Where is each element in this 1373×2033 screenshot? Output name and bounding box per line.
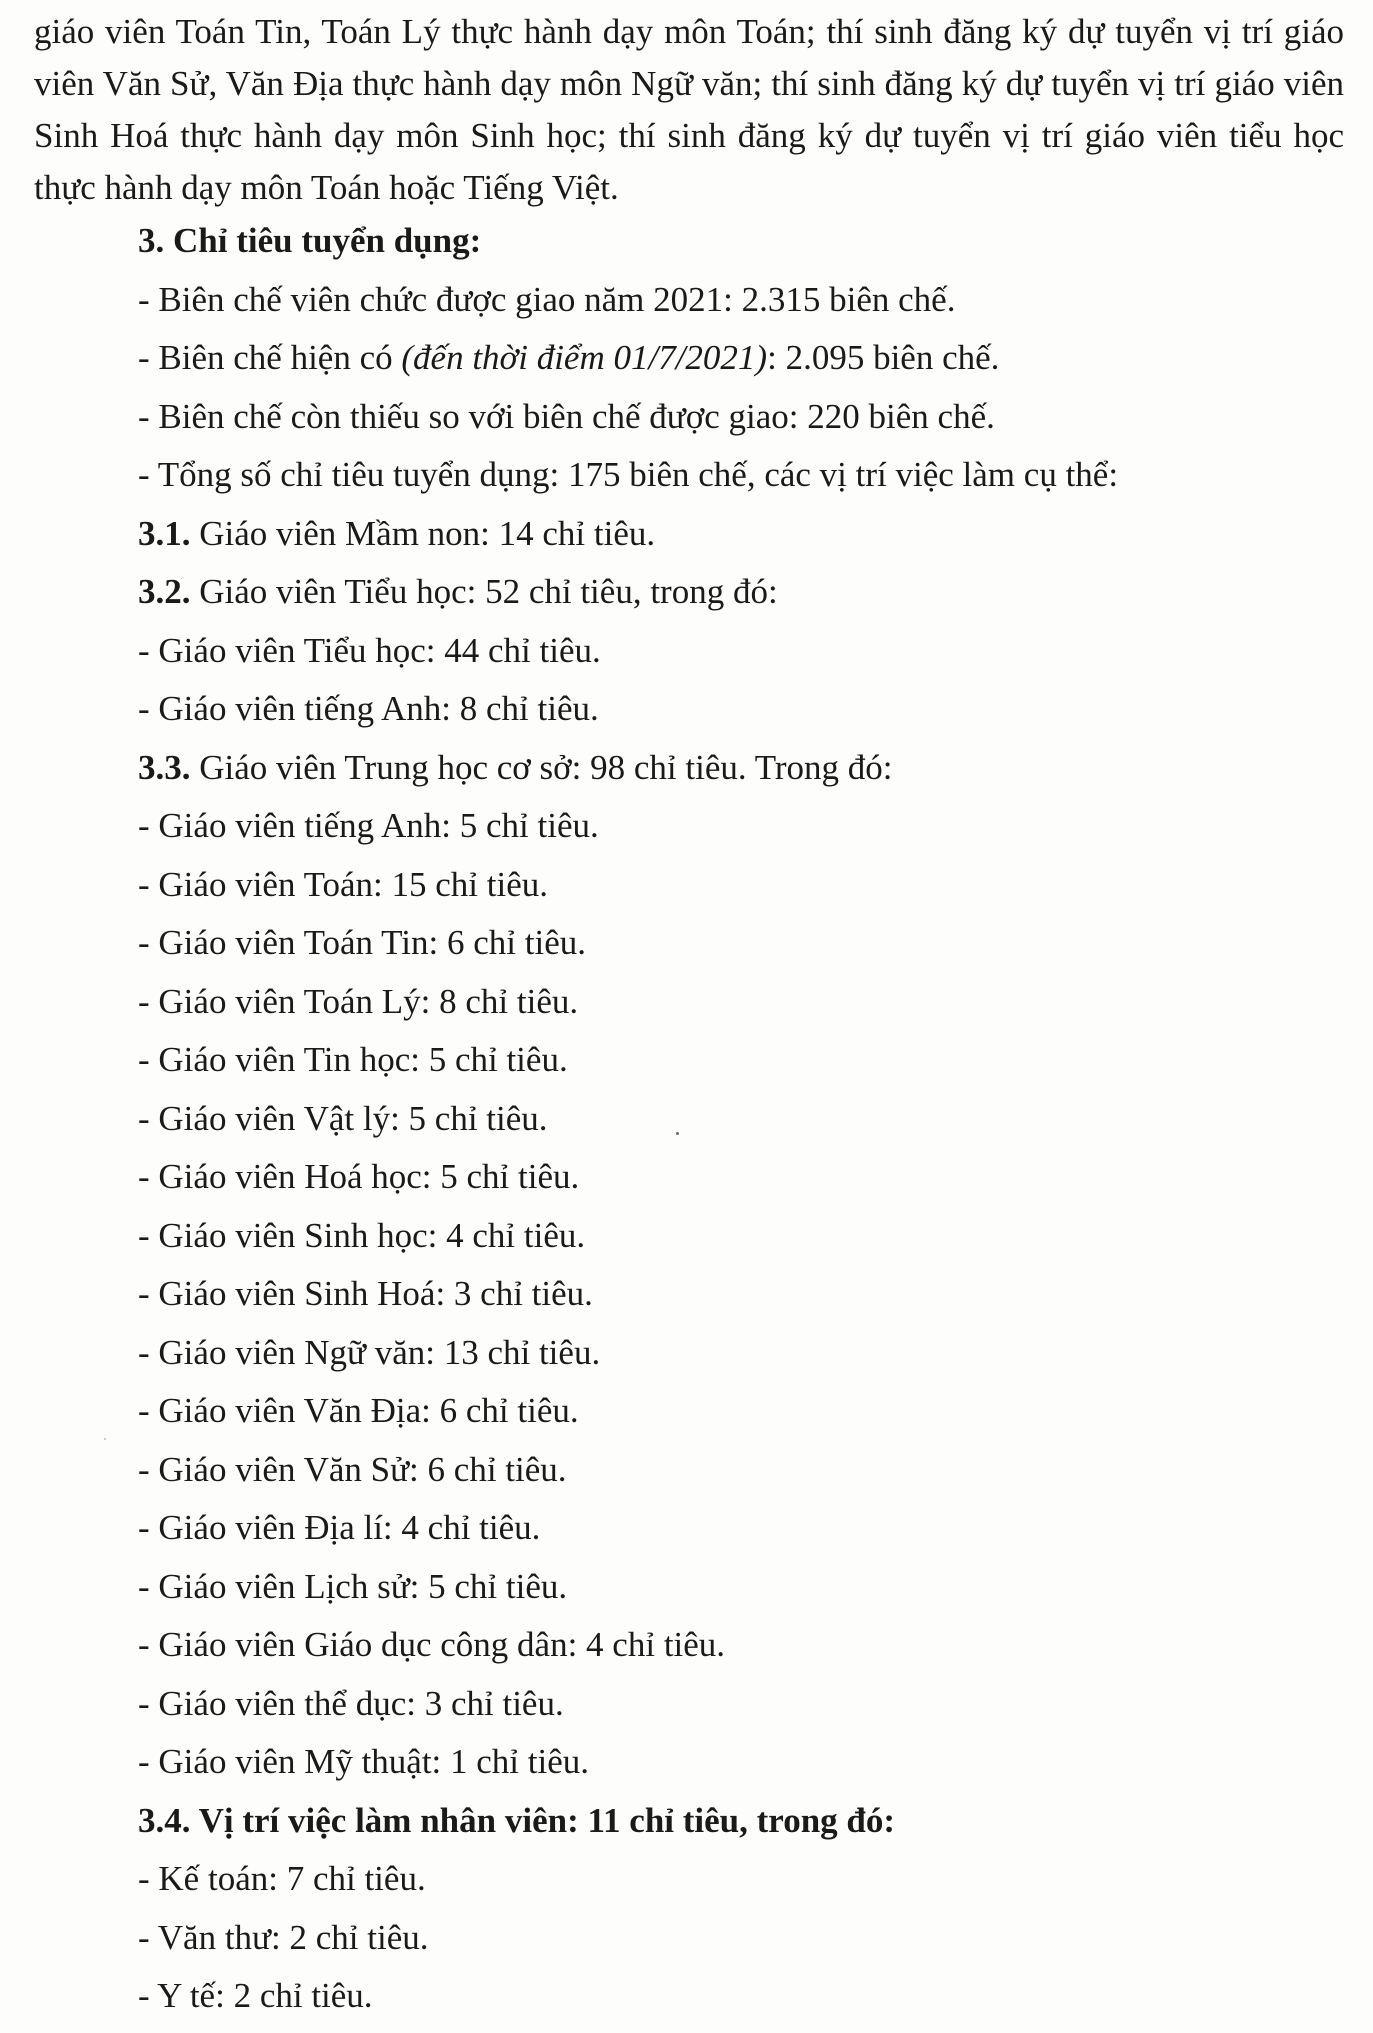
section-3-1-number: 3.1. (138, 513, 191, 553)
section-3-1-text: Giáo viên Mầm non: 14 chỉ tiêu. (190, 513, 656, 553)
list-item: - Giáo viên thể dục: 3 chỉ tiêu. (138, 1683, 564, 1723)
list-item: - Giáo viên Văn Địa: 6 chỉ tiêu. (138, 1391, 579, 1430)
list-item: - Giáo viên Sinh Hoá: 3 chỉ tiêu. (138, 1274, 593, 1313)
list-item: - Y tế: 2 chỉ tiêu. (138, 1976, 373, 2015)
section-3-1-line (138, 505, 1338, 564)
list-item: - Giáo viên tiếng Anh: 5 chỉ tiêu. (138, 806, 599, 845)
list-item: - Giáo viên Hoá học: 5 chỉ tiêu. (138, 1157, 580, 1196)
section-3-3-text: Giáo viên Trung học cơ sở: 98 chỉ tiêu. Trong đó: (190, 747, 893, 787)
list-item: - Giáo viên Giáo dục công dân: 4 chỉ tiêu. (138, 1625, 726, 1664)
list-item: - Giáo viên Địa lí: 4 chỉ tiêu. (138, 1508, 541, 1547)
current-staff-suffix: : 2.095 biên chế. (767, 338, 1000, 377)
section-3-4-heading: 3.4. Vị trí việc làm nhân viên: 11 chỉ tiêu, trong đó: (138, 1800, 896, 1840)
list-item: - Giáo viên tiếng Anh: 8 chỉ tiêu. (138, 689, 599, 728)
list-item: - Văn thư: 2 chỉ tiêu. (138, 1917, 429, 1957)
list-item: - Giáo viên Sinh học: 4 chỉ tiêu. (138, 1215, 586, 1255)
recruitment-quota-section (138, 212, 1338, 2026)
section-3-3-line (138, 739, 1338, 798)
list-item: - Giáo viên Toán: 15 chỉ tiêu. (138, 864, 549, 904)
total-quota-line: - Tổng số chỉ tiêu tuyển dụng: 175 biên chế, các vị trí việc làm cụ thể: (138, 455, 1119, 494)
list-item: - Giáo viên Vật lý: 5 chỉ tiêu. (138, 1098, 548, 1138)
current-staff-prefix: - Biên chế hiện có (138, 338, 402, 377)
current-staff-date-note: (đến thời điểm 01/7/2021) (401, 338, 768, 377)
list-item: - Giáo viên Ngữ văn: 13 chỉ tiêu. (138, 1332, 601, 1372)
list-item: - Giáo viên Toán Lý: 8 chỉ tiêu. (138, 981, 579, 1021)
section-3-2-line (138, 563, 1338, 622)
scan-speck (104, 1438, 106, 1440)
section-3-2-text: Giáo viên Tiểu học: 52 chỉ tiêu, trong đó: (190, 572, 778, 611)
list-item: - Giáo viên Mỹ thuật: 1 chỉ tiêu. (138, 1742, 590, 1781)
assigned-staff-line: - Biên chế viên chức được giao năm 2021: 2.315 biên chế. (138, 279, 956, 319)
section-3-heading: 3. Chỉ tiêu tuyển dụng: (138, 221, 482, 260)
list-item: - Giáo viên Văn Sử: 6 chỉ tiêu. (138, 1449, 567, 1489)
scan-speck (676, 1132, 679, 1135)
list-item: - Giáo viên Toán Tin: 6 chỉ tiêu. (138, 923, 586, 962)
section-3-2-number: 3.2. (138, 572, 191, 611)
intro-paragraph: giáo viên Toán Tin, Toán Lý thực hành dạy môn Toán; thí sinh đăng ký dự tuyển vị trí giáo viên Văn Sử, Văn Địa thực hành dạy môn Ngữ văn; thí sinh đăng ký dự tuyển vị trí giáo viên Sinh Hoá thực hành dạy môn Sinh học; thí sinh đăng ký dự tuyển vị trí giáo viên tiểu học thực hành dạy môn Toán hoặc Tiếng Việt. (34, 12, 1344, 207)
list-item: - Giáo viên Lịch sử: 5 chỉ tiêu. (138, 1566, 568, 1606)
list-item: - Giáo viên Tiểu học: 44 chỉ tiêu. (138, 630, 601, 670)
current-staff-line (138, 329, 1338, 388)
list-item: - Kế toán: 7 chỉ tiêu. (138, 1859, 426, 1898)
missing-staff-line: - Biên chế còn thiếu so với biên chế được giao: 220 biên chế. (138, 396, 995, 436)
section-3-3-number: 3.3. (138, 747, 191, 787)
list-item: - Giáo viên Tin học: 5 chỉ tiêu. (138, 1040, 568, 1079)
